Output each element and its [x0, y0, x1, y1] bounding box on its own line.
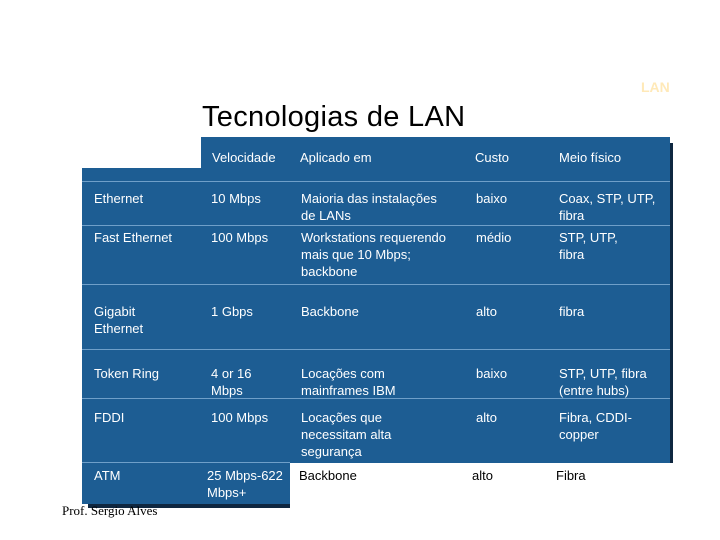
table-cut-header-left: [82, 137, 201, 168]
cell-applied: Workstations requerendo mais que 10 Mbps; backbone: [301, 230, 447, 279]
cell-speed: 100 Mbps: [211, 230, 269, 245]
cell-name: FDDI: [94, 410, 125, 425]
cell-name: Ethernet: [94, 191, 144, 206]
cell-applied: Locações que necessitam alta segurança: [301, 410, 392, 459]
cell-applied: Locações com mainframes IBM: [301, 366, 396, 398]
row-divider: [82, 462, 290, 463]
cell-name: ATM: [94, 468, 121, 483]
cell-speed: 100 Mbps: [211, 410, 269, 425]
row-divider: [82, 284, 670, 285]
header-applied: Aplicado em: [300, 150, 372, 165]
corner-label: LAN: [641, 79, 670, 95]
cell-cost: alto: [476, 410, 497, 425]
cell-applied: Maioria das instalações de LANs: [301, 191, 437, 223]
cell-medium: STP, UTP, fibra: [559, 230, 618, 262]
cell-cost: alto: [472, 468, 493, 483]
header-cost: Custo: [475, 150, 509, 165]
cell-speed: 4 or 16 Mbps: [211, 366, 252, 398]
cell-cost: médio: [476, 230, 512, 245]
cell-speed: 1 Gbps: [211, 304, 253, 319]
row-divider: [82, 181, 670, 182]
cell-cost: baixo: [476, 366, 508, 381]
cell-medium: Fibra: [556, 468, 586, 483]
cell-medium: STP, UTP, fibra (entre hubs): [559, 366, 647, 398]
cell-name: Gigabit Ethernet: [94, 304, 144, 336]
header-speed: Velocidade: [212, 150, 276, 165]
row-divider: [82, 225, 670, 226]
row-divider: [82, 349, 670, 350]
cell-applied: Backbone: [299, 468, 357, 483]
header-medium: Meio físico: [559, 150, 622, 165]
cell-medium: Coax, STP, UTP, fibra: [559, 191, 656, 223]
cell-applied: Backbone: [301, 304, 359, 319]
cell-cost: baixo: [476, 191, 508, 206]
cell-name: Fast Ethernet: [94, 230, 173, 245]
cell-medium: Fibra, CDDI-copper: [559, 410, 632, 442]
cell-speed: 10 Mbps: [211, 191, 261, 206]
cell-cost: alto: [476, 304, 497, 319]
cell-medium: fibra: [559, 304, 585, 319]
slide-title: Tecnologias de LAN: [202, 101, 466, 133]
footer-author: Prof. Sergio Alves: [62, 503, 158, 518]
cell-speed: 25 Mbps-622 Mbps+: [207, 468, 283, 500]
cell-name: Token Ring: [94, 366, 160, 381]
